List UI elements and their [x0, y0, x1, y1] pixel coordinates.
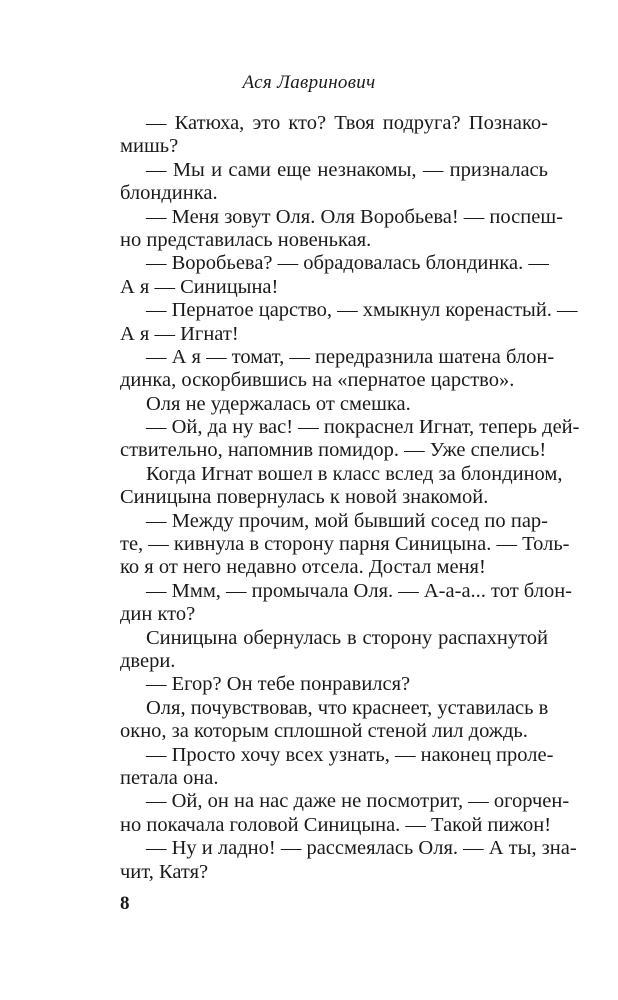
- text-line: — Ну и ладно! — рассмеялась Оля. — А ты, зна-: [146, 837, 577, 860]
- text-line: мишь?: [120, 135, 179, 158]
- text-line: но покачала головой Синицына. — Такой пижон!: [120, 813, 552, 836]
- text-line: — Пернатое царство, — хмыкнул коренастый. —: [146, 299, 578, 322]
- text-line: Оля не удержалась от смешка.: [146, 392, 411, 415]
- running-header-author: Ася Лавринович: [242, 72, 376, 93]
- body-text: [120, 112, 580, 884]
- text-line: — Ммм, — промычала Оля. — А-а-а... тот блон-: [146, 579, 572, 602]
- text-line: — Мы и сами еще незнакомы, — призналась: [146, 158, 548, 181]
- text-line: Когда Игнат вошел в класс вслед за блондином,: [146, 462, 563, 485]
- text-line: окно, за которым сплошной стеной лил дождь.: [120, 720, 528, 743]
- text-line: ствительно, напомнив помидор. — Уже спелись!: [120, 439, 547, 462]
- text-line: дин кто?: [120, 603, 196, 626]
- text-line: Синицына повернулась к новой знакомой.: [120, 486, 489, 509]
- text-line: — Егор? Он тебе понравился?: [146, 673, 411, 696]
- text-line: — Катюха, это кто? Твоя подруга? Познако-: [146, 112, 548, 134]
- text-line: — А я — томат, — передразнила шатена блон-: [146, 345, 555, 368]
- text-line: Оля, почувствовав, что краснеет, уставилась в: [146, 696, 549, 719]
- text-line: — Между прочим, мой бывший сосед по пар-: [146, 509, 548, 532]
- text-line: блондинка.: [120, 182, 218, 205]
- text-line: динка, оскорбившись на «пернатое царство».: [120, 369, 515, 392]
- text-line: двери.: [120, 649, 176, 672]
- text-line: — Воробьева? — обрадовалась блондинка. —: [146, 252, 549, 275]
- page-number: 8: [120, 893, 130, 914]
- text-line: но представилась новенькая.: [120, 228, 372, 251]
- text-line: Синицына обернулась в сторону распахнутой: [146, 626, 548, 649]
- text-line: те, — кивнула в сторону парня Синицына. — Толь-: [120, 533, 570, 556]
- text-line: чит, Катя?: [120, 860, 209, 883]
- text-line: А я — Синицына!: [120, 275, 279, 298]
- text-line: — Ой, да ну вас! — покраснел Игнат, теперь дей-: [146, 416, 580, 439]
- text-line: А я — Игнат!: [120, 322, 239, 345]
- text-line: петала она.: [120, 766, 219, 789]
- text-line: — Ой, он на нас даже не посмотрит, — огорчен-: [146, 790, 570, 813]
- text-line: — Меня зовут Оля. Оля Воробьева! — поспеш-: [146, 205, 563, 228]
- text-line: ко я от него недавно отсела. Достал меня!: [120, 556, 486, 579]
- text-line: — Просто хочу всех узнать, — наконец проле-: [146, 743, 554, 766]
